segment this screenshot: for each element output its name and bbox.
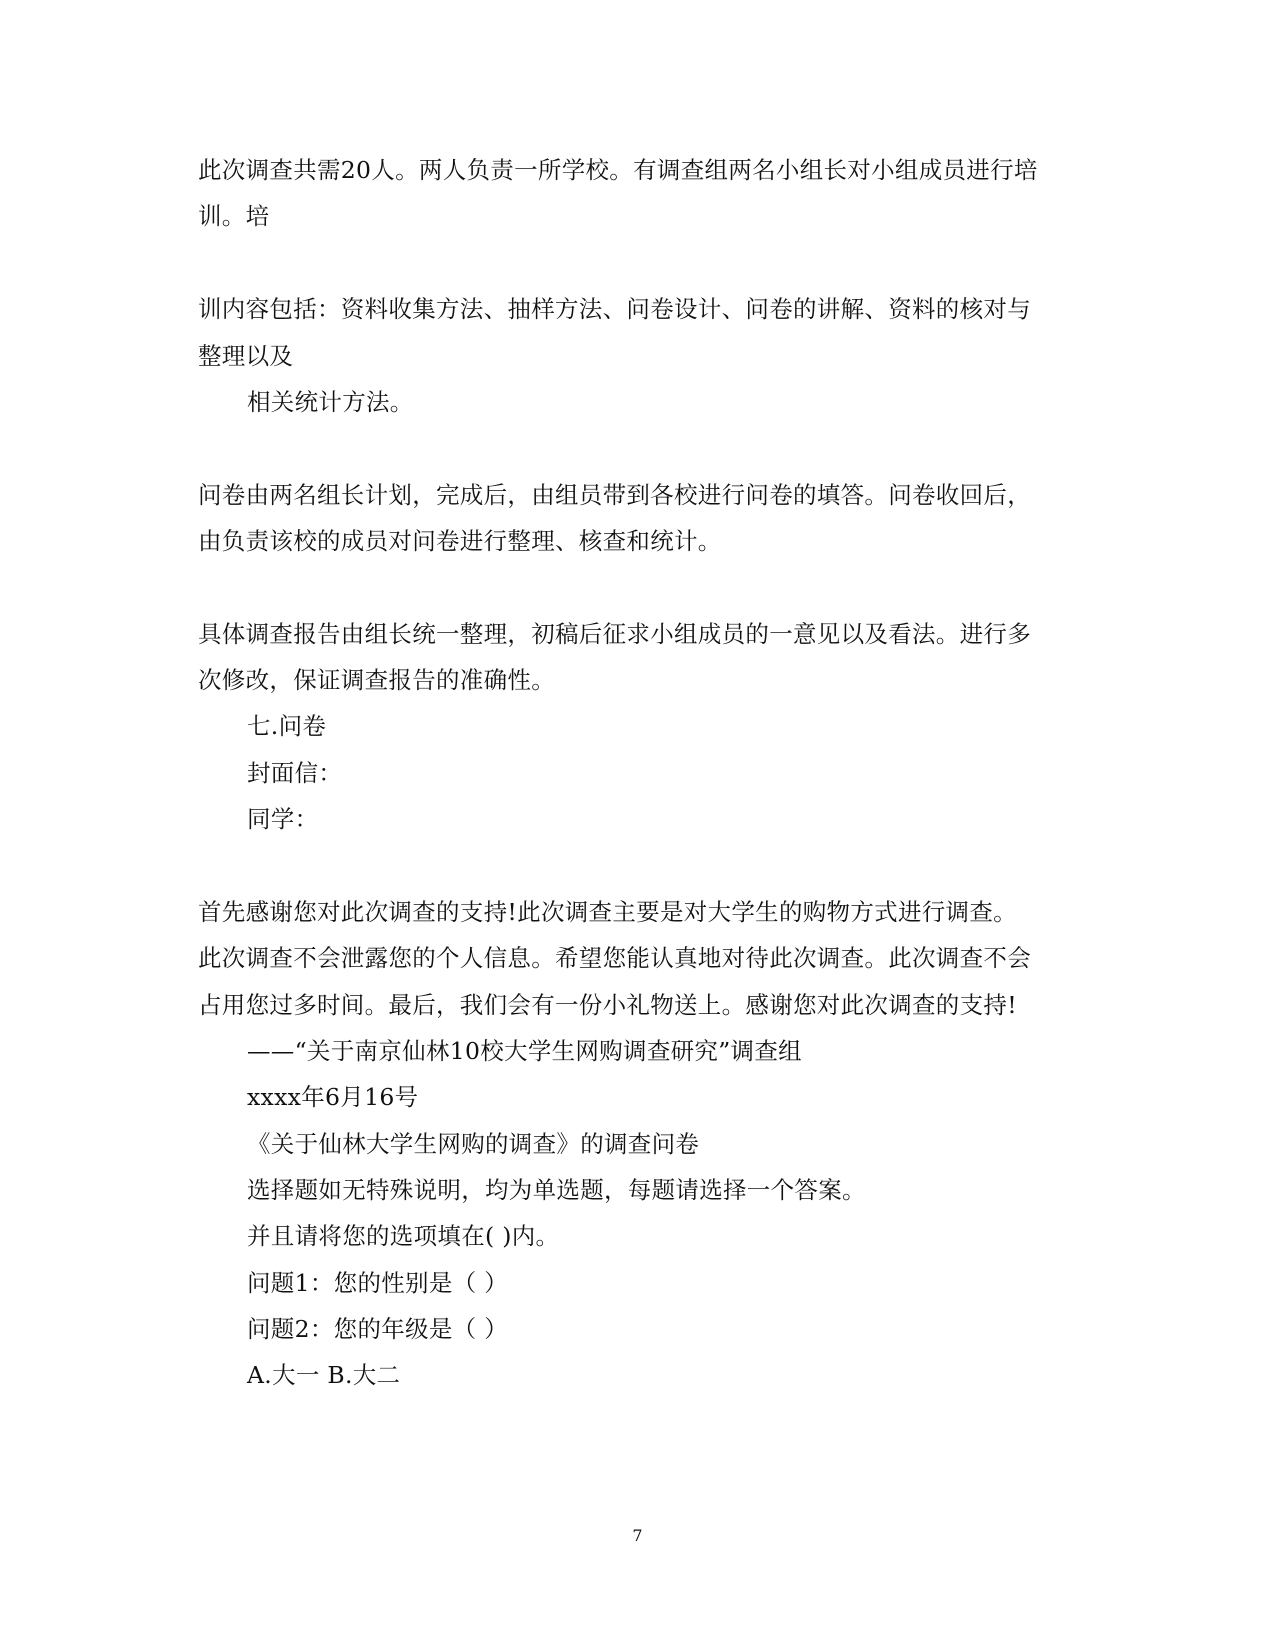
question-2-options: A.大一 B.大二	[247, 1361, 401, 1389]
paragraph-line: 此次调查不会泄露您的个人信息。希望您能认真地对待此次调查。此次调查不会	[198, 944, 1031, 972]
paragraph-line: 训。培	[198, 202, 270, 230]
section-heading: 七.问卷	[247, 712, 327, 740]
date-line: xxxx年6月16号	[247, 1083, 419, 1111]
paragraph-line: 此次调查共需20人。两人负责一所学校。有调查组两名小组长对小组成员进行培	[198, 156, 1038, 184]
paragraph-line: 问卷由两名组长计划，完成后，由组员带到各校进行问卷的填答。问卷收回后，	[198, 481, 1031, 509]
paragraph-line: 首先感谢您对此次调查的支持!此次调查主要是对大学生的购物方式进行调查。	[198, 898, 1017, 926]
paragraph-line: 占用您过多时间。最后，我们会有一份小礼物送上。感谢您对此次调查的支持!	[198, 991, 1017, 1019]
signature-line: ——“关于南京仙林10校大学生网购调查研究”调查组	[247, 1037, 802, 1065]
question-2: 问题2：您的年级是（ ）	[247, 1315, 509, 1343]
questionnaire-title: 《关于仙林大学生网购的调查》的调查问卷	[247, 1130, 700, 1158]
instruction-line: 并且请将您的选项填在( )内。	[247, 1222, 560, 1250]
paragraph-line: 相关统计方法。	[247, 388, 414, 416]
salutation: 同学：	[247, 805, 319, 833]
instruction-line: 选择题如无特殊说明，均为单选题，每题请选择一个答案。	[247, 1176, 866, 1204]
paragraph-line: 次修改，保证调查报告的准确性。	[198, 666, 555, 694]
cover-letter-label: 封面信：	[247, 759, 343, 787]
paragraph-line: 由负责该校的成员对问卷进行整理、核查和统计。	[198, 527, 722, 555]
paragraph-line: 训内容包括：资料收集方法、抽样方法、问卷设计、问卷的讲解、资料的核对与	[198, 295, 1031, 323]
question-1: 问题1：您的性别是（ ）	[247, 1269, 509, 1297]
paragraph-line: 具体调查报告由组长统一整理，初稿后征求小组成员的一意见以及看法。进行多	[198, 620, 1031, 648]
paragraph-line: 整理以及	[198, 342, 294, 370]
page-number: 7	[632, 1526, 643, 1545]
